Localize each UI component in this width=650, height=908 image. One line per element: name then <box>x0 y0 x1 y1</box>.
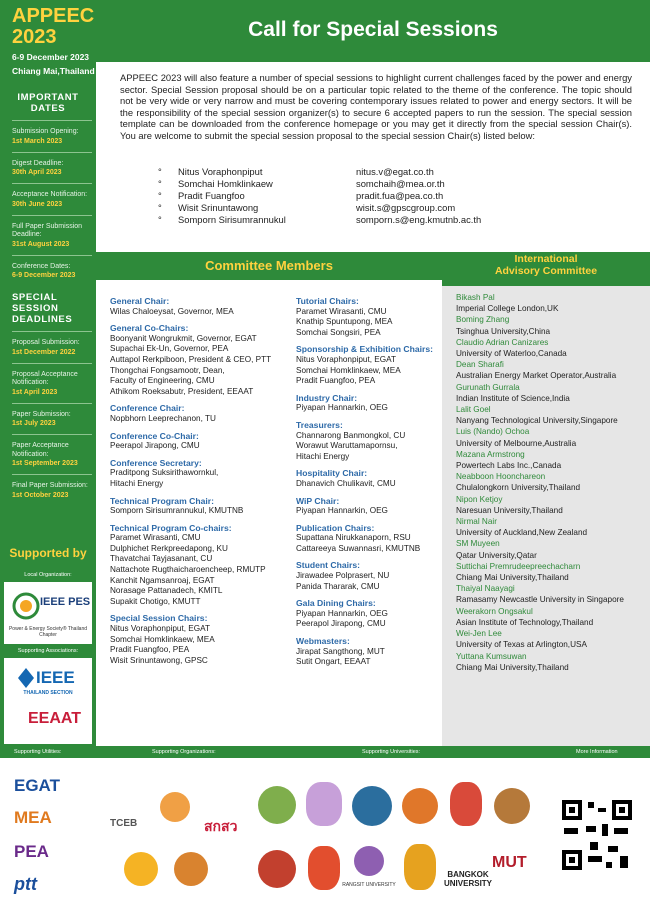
page-title: Call for Special Sessions <box>248 18 498 41</box>
advisory-member-affiliation: Imperial College London,UK <box>456 304 559 314</box>
committee-member: Piyapan Hannarkin, OEG <box>296 608 388 618</box>
committee-group <box>110 523 295 608</box>
date-label: Paper Acceptance Notification: <box>12 442 69 458</box>
advisory-member-name: Bikash Pal <box>456 293 495 302</box>
chair-email[interactable]: nitus.v@egat.co.th <box>356 166 434 177</box>
university-seal-icon <box>258 850 296 888</box>
date-value: 1st September 2023 <box>12 460 78 467</box>
date-value: 31st August 2023 <box>12 240 70 248</box>
chair-row <box>158 214 538 226</box>
committee-member: Hitachi Energy <box>110 478 164 488</box>
special-session-deadlines <box>0 292 96 500</box>
committee-role-heading: Technical Program Chair: <box>110 495 214 506</box>
committee-role-heading: Webmasters: <box>296 636 350 647</box>
ieee-pes-logo <box>4 582 92 644</box>
date-value: 6-9 December 2023 <box>12 272 76 279</box>
important-dates <box>0 92 96 280</box>
chair-name: Pradit Fuangfoo <box>178 190 245 201</box>
chair-email[interactable]: wisit.s@gpscgroup.com <box>356 202 456 213</box>
committee-member: Auttapol Rerkpiboon, President & CEO, PTT <box>110 354 272 364</box>
university-seal-icon <box>354 846 384 876</box>
committee-member: Praditpong Suksirithawornkul, <box>110 468 219 478</box>
sksv-logo: สกสว <box>204 818 238 834</box>
advisory-member-affiliation: University of Auckland,New Zealand <box>456 528 588 538</box>
committee-member: Wilas Chaloeysat, Governor, MEA <box>110 306 234 316</box>
heading-line: SPECIAL SESSION <box>12 292 59 314</box>
committee-left-column <box>110 296 295 672</box>
date-value: 30th April 2023 <box>12 169 62 176</box>
committee-group <box>296 296 444 338</box>
advisory-title <box>442 253 650 277</box>
utilities-label: Supporting Utilities: <box>14 749 62 755</box>
date-label: Full Paper Submission Deadline: <box>12 222 83 238</box>
more-info-label: More Information <box>576 749 618 755</box>
committee-group <box>110 431 295 452</box>
ieee-sub: THAILAND SECTION <box>23 690 73 696</box>
committee-group <box>296 420 444 462</box>
committee-role-heading: Special Session Chairs: <box>110 613 208 624</box>
committee-member: Panida Thararak, CMU <box>296 581 380 591</box>
org-emblem-icon <box>160 792 190 822</box>
date-entry <box>12 263 90 281</box>
divider <box>12 403 92 404</box>
chair-name: Somchai Homklinkaew <box>178 178 273 189</box>
advisory-member-name: SM Muyeen <box>456 539 500 549</box>
committee-role-heading: General Chair: <box>110 296 170 306</box>
divider <box>12 434 92 435</box>
committee-role-heading: Tutorial Chairs: <box>296 296 359 306</box>
org-seal-icon <box>174 852 208 886</box>
advisory-title-line: International <box>514 253 578 265</box>
university-seal-icon <box>306 782 342 826</box>
committee-member: Paramet Wirasanti, CMU <box>296 306 387 316</box>
committee-member: Worawut Waruttamapornsu, <box>296 441 398 451</box>
committee-group <box>110 458 295 490</box>
advisory-member-affiliation: Chiang Mai University,Thailand <box>456 573 569 583</box>
advisory-member-name: Neabboon Hoonchareon <box>456 472 546 482</box>
brand-place: Chiang Mai,Thailand <box>12 66 95 76</box>
pea-logo: PEA <box>14 842 49 861</box>
date-entry <box>12 411 90 429</box>
important-dates-heading <box>12 92 90 114</box>
committee-role-heading: Conference Co-Chair: <box>110 430 199 441</box>
advisory-member-affiliation: Nanyang Technological University,Singapore <box>456 416 618 426</box>
divider <box>12 120 92 121</box>
associations-logos <box>4 658 92 744</box>
divider <box>12 215 92 216</box>
university-seal-icon <box>404 844 436 890</box>
date-label: Conference Dates: <box>12 262 71 270</box>
advisory-member-name: Lalit Goel <box>456 405 491 415</box>
committee-member: Supakit Chotigo, KMUTT <box>110 596 201 606</box>
committee-member: Knathip Spuntupong, MEA <box>296 317 393 327</box>
committee-member: Piyapan Hannarkin, OEG <box>296 506 388 516</box>
local-org-label: Local Organization: <box>24 572 72 578</box>
committee-member: Cattareeya Suwannasri, KMUTNB <box>296 543 421 553</box>
date-value: 1st December 2022 <box>12 348 76 356</box>
advisory-member-affiliation: Tsinghua University,China <box>456 326 551 336</box>
committee-member: Peerapol Jirapong, CMU <box>296 619 386 629</box>
committee-right-column <box>296 296 444 674</box>
committee-member: Nattachote Rugthaicharoencheep, RMUTP <box>110 565 266 575</box>
advisory-member-affiliation: Qatar University,Qatar <box>456 550 537 560</box>
org-seal-icon <box>124 852 158 886</box>
advisory-list <box>456 292 648 673</box>
committee-member: Somchai Homklinkaew, MEA <box>296 365 401 375</box>
committee-member: Somchai Songsiri, PEA <box>296 327 381 337</box>
committee-member: Athikom Roeksabutr, President, EEAAT <box>110 386 254 396</box>
brand-year: 2023 <box>12 26 57 48</box>
ptt-logo: ptt <box>14 874 37 894</box>
committee-role-heading: Publication Chairs: <box>296 522 375 533</box>
committee-group <box>296 636 444 668</box>
university-seal-icon <box>450 782 482 826</box>
advisory-member-affiliation: Chulalongkorn University,Thailand <box>456 483 581 493</box>
university-seal-icon <box>494 788 530 824</box>
advisory-member-affiliation: Asian Institute of Technology,Thailand <box>456 617 594 627</box>
university-seal-icon <box>258 786 296 824</box>
advisory-member-name: Nipon Ketjoy <box>456 494 503 504</box>
committee-member: Peerapol Jirapong, CMU <box>110 441 200 451</box>
chair-row <box>158 202 538 214</box>
advisory-member-affiliation: Indian Institute of Science,India <box>456 393 570 403</box>
advisory-member-name: Suttichai Premrudeepreechacharn <box>456 561 581 571</box>
tceb-logo: TCEB <box>110 818 138 829</box>
qr-code-icon[interactable] <box>560 798 634 872</box>
advisory-member-affiliation: Powertech Labs Inc.,Canada <box>456 461 562 471</box>
committee-member: Dulphichet Rerkpreedapong, KU <box>110 543 228 553</box>
university-seal-icon <box>352 786 392 826</box>
chair-row <box>158 166 538 178</box>
advisory-member-name: Thaiyal Naayagi <box>456 584 515 594</box>
divider <box>12 183 92 184</box>
committee-role-heading: WiP Chair: <box>296 495 340 506</box>
advisory-member-name: Nirmal Nair <box>456 517 497 527</box>
chair-name: Wisit Srinuntawong <box>178 202 259 213</box>
divider <box>12 331 92 332</box>
ieee-text: IEEE <box>36 668 75 687</box>
committee-title: Committee Members <box>96 252 442 280</box>
committee-member: Faculty of Engineering, CMU <box>110 376 215 386</box>
pes-sub: Power & Energy Society® Thailand Chapter <box>8 626 88 638</box>
committee-member: Sutit Ongart, EEAAT <box>296 657 371 667</box>
date-entry <box>12 160 90 178</box>
committee-role-heading: Industry Chair: <box>296 392 358 403</box>
chair-email[interactable]: pradit.fua@pea.co.th <box>356 190 444 201</box>
committee-member: Somporn Sirisumrannukul, KMUTNB <box>110 506 244 516</box>
committee-group <box>296 560 444 592</box>
divider <box>12 152 92 153</box>
committee-member: Thongchai Fongsamootr, Dean, <box>110 365 225 375</box>
orgs-label: Supporting Organizations: <box>152 749 216 755</box>
date-entry <box>12 339 90 357</box>
univ-label: Supporting Universities: <box>362 749 421 755</box>
committee-group <box>296 344 444 386</box>
date-label: Digest Deadline: <box>12 159 64 167</box>
chair-email[interactable]: somporn.s@eng.kmutnb.ac.th <box>356 214 482 225</box>
date-entry <box>12 128 90 146</box>
bullet: ° <box>158 190 162 201</box>
advisory-member-affiliation: University of Waterloo,Canada <box>456 349 567 359</box>
committee-member: Boonyanit Wongrukmit, Governor, EGAT <box>110 333 257 343</box>
date-value: 1st April 2023 <box>12 388 58 396</box>
university-seal-icon <box>402 788 438 824</box>
committee-group <box>296 598 444 630</box>
date-value: 1st July 2023 <box>12 420 56 427</box>
date-label: Paper Submission: <box>12 410 71 418</box>
committee-role-heading: Conference Chair: <box>110 403 185 414</box>
chair-row <box>158 178 538 190</box>
committee-role-heading: General Co-Chairs: <box>110 323 189 334</box>
date-entry <box>12 191 90 209</box>
advisory-member-affiliation: Australian Energy Market Operator,Australia <box>456 371 617 381</box>
advisory-member-name: Wei-Jen Lee <box>456 629 502 639</box>
committee-member: Channarong Banmongkol, CU <box>296 430 406 440</box>
chair-row <box>158 190 538 202</box>
committee-member: Pradit Fuangfoo, PEA <box>296 376 376 386</box>
committee-role-heading: Conference Secretary: <box>110 457 202 468</box>
advisory-member-name: Claudio Adrian Canizares <box>456 337 549 347</box>
committee-member: Paramet Wirasanti, CMU <box>110 533 201 543</box>
date-entry <box>12 223 90 249</box>
session-chairs-list <box>158 166 538 226</box>
mea-logo: MEA <box>14 808 52 827</box>
special-deadlines-heading <box>12 292 90 325</box>
date-entry <box>12 482 90 500</box>
advisory-member-affiliation: Ramasamy Newcastle University in Singapore <box>456 595 624 605</box>
date-value: 1st March 2023 <box>12 137 63 145</box>
committee-group <box>296 496 444 517</box>
committee-role-heading: Sponsorship & Exhibition Chairs: <box>296 344 434 355</box>
advisory-member-name: Gurunath Gurrala <box>456 382 520 392</box>
committee-role-heading: Gala Dining Chairs: <box>296 598 376 609</box>
committee-role-heading: Treasurers: <box>296 419 343 430</box>
committee-group <box>110 403 295 424</box>
date-label: Proposal Submission: <box>12 339 80 346</box>
advisory-member-name: Yuttana Kumsuwan <box>456 651 527 661</box>
committee-member: Piyapan Hannarkin, OEG <box>296 403 388 413</box>
committee-group <box>296 393 444 414</box>
advisory-member-affiliation: Chiang Mai University,Thailand <box>456 662 569 672</box>
advisory-member-name: Weerakorn Ongsakul <box>456 606 533 616</box>
committee-role-heading: Technical Program Co-chairs: <box>110 522 232 533</box>
committee-member: Wisit Srinuntawong, GPSC <box>110 655 208 665</box>
brand-name: APPEEC <box>12 5 95 27</box>
intro-paragraph: APPEEC 2023 will also feature a number of special sessions to highlight current challenges faced by the power and energy sector. Special Session proposal should be on a particular topic related to the theme of the conference. The topic should not be very wide or very narrow and must be covering contemporary issues related to power and energy sectors. It will be the responsibility of the special session organizer(s) to secure 6 accepted papers to run the session. The special session template can be downloaded from the conference homepage or you may get it directly from the special session Chair(s). You are welcome to submit the special session proposal to the special session Chair(s) listed below: <box>120 72 632 141</box>
committee-group <box>296 468 444 489</box>
committee-member: Somchai Homklinkaew, MEA <box>110 634 215 644</box>
pes-text: IEEE PES <box>40 596 91 608</box>
date-label: Proposal Acceptance Notification: <box>12 370 78 386</box>
eeaat-text: EEAAT <box>28 710 82 727</box>
supported-by-heading: Supported by <box>0 540 96 566</box>
committee-member: Norasage Pattanadech, KMITL <box>110 586 223 596</box>
committee-member: Jirapat Sangthong, MUT <box>296 646 385 656</box>
committee-group <box>110 323 295 397</box>
advisory-title-line: Advisory Committee <box>494 265 598 277</box>
date-value: 30th June 2023 <box>12 200 63 208</box>
divider <box>12 363 92 364</box>
advisory-member-name: Dean Sharafi <box>456 360 504 370</box>
committee-role-heading: Hospitality Chair: <box>296 468 368 479</box>
committee-member: Dhanavich Chulikavit, CMU <box>296 478 396 488</box>
brand-dates: 6-9 December 2023 <box>12 52 90 62</box>
committee-group <box>110 613 295 666</box>
bullet: ° <box>158 202 162 213</box>
logos-area <box>0 758 650 908</box>
committee-member: Supachai Ek-Un, Governor, PEA <box>110 344 229 354</box>
egat-logo: EGAT <box>14 776 60 795</box>
advisory-member-name: Mazana Armstrong <box>456 449 525 459</box>
chair-email[interactable]: somchaih@mea.or.th <box>356 178 445 189</box>
advisory-member-affiliation: University of Melbourne,Australia <box>456 438 577 448</box>
assoc-label: Supporting Associations: <box>17 648 79 654</box>
advisory-member-affiliation: University of Texas at Arlington,USA <box>456 640 587 650</box>
committee-group <box>110 296 295 317</box>
advisory-member-name: Boming Zhang <box>456 315 510 325</box>
brand <box>0 0 96 76</box>
date-label: Final Paper Submission: <box>12 482 88 489</box>
advisory-member-affiliation: Naresuan University,Thailand <box>456 505 563 515</box>
date-label: Submission Opening: <box>12 128 79 135</box>
committee-member: Nitus Voraphonpiput, EGAT <box>110 624 210 634</box>
committee-member: Thavatchai Tayjasanant, CU <box>110 554 213 564</box>
chair-name: Nitus Voraphonpiput <box>178 166 263 177</box>
committee-member: Pradit Fuangfoo, PEA <box>110 645 190 655</box>
heading-line: DATES <box>30 103 66 114</box>
committee-member: Kanchit Ngamsanroaj, EGAT <box>110 575 215 585</box>
committee-member: Hitachi Energy <box>296 451 350 461</box>
bangkok-university-logo: BANGKOK UNIVERSITY <box>444 870 493 888</box>
committee-member: Supattana Nirukkanaporn, RSU <box>296 533 411 543</box>
bullet: ° <box>158 166 162 177</box>
committee-role-heading: Student Chairs: <box>296 560 360 571</box>
chair-name: Somporn Sirisumrannukul <box>178 214 286 225</box>
university-seal-icon <box>308 846 340 890</box>
committee-group <box>296 523 444 555</box>
date-value: 1st October 2023 <box>12 491 69 499</box>
committee-member: Nopbhorn Leeprechanon, TU <box>110 413 216 423</box>
mut-logo: MUT <box>492 854 527 871</box>
heading-line: DEADLINES <box>12 314 73 325</box>
divider <box>12 474 92 475</box>
bullet: ° <box>158 178 162 189</box>
bottom-band <box>0 746 650 758</box>
advisory-member-name: Luis (Nando) Ochoa <box>456 427 530 437</box>
committee-member: Jirawadee Polprasert, NU <box>296 571 390 581</box>
date-entry <box>12 442 90 468</box>
rangsit-caption: RANGSIT UNIVERSITY <box>342 882 396 888</box>
committee-group <box>110 496 295 517</box>
divider <box>12 255 92 256</box>
committee-member: Nitus Voraphonpiput, EGAT <box>296 354 396 364</box>
date-label: Acceptance Notification: <box>12 191 88 198</box>
date-entry <box>12 371 90 397</box>
heading-line: IMPORTANT <box>17 92 79 103</box>
bullet: ° <box>158 214 162 225</box>
